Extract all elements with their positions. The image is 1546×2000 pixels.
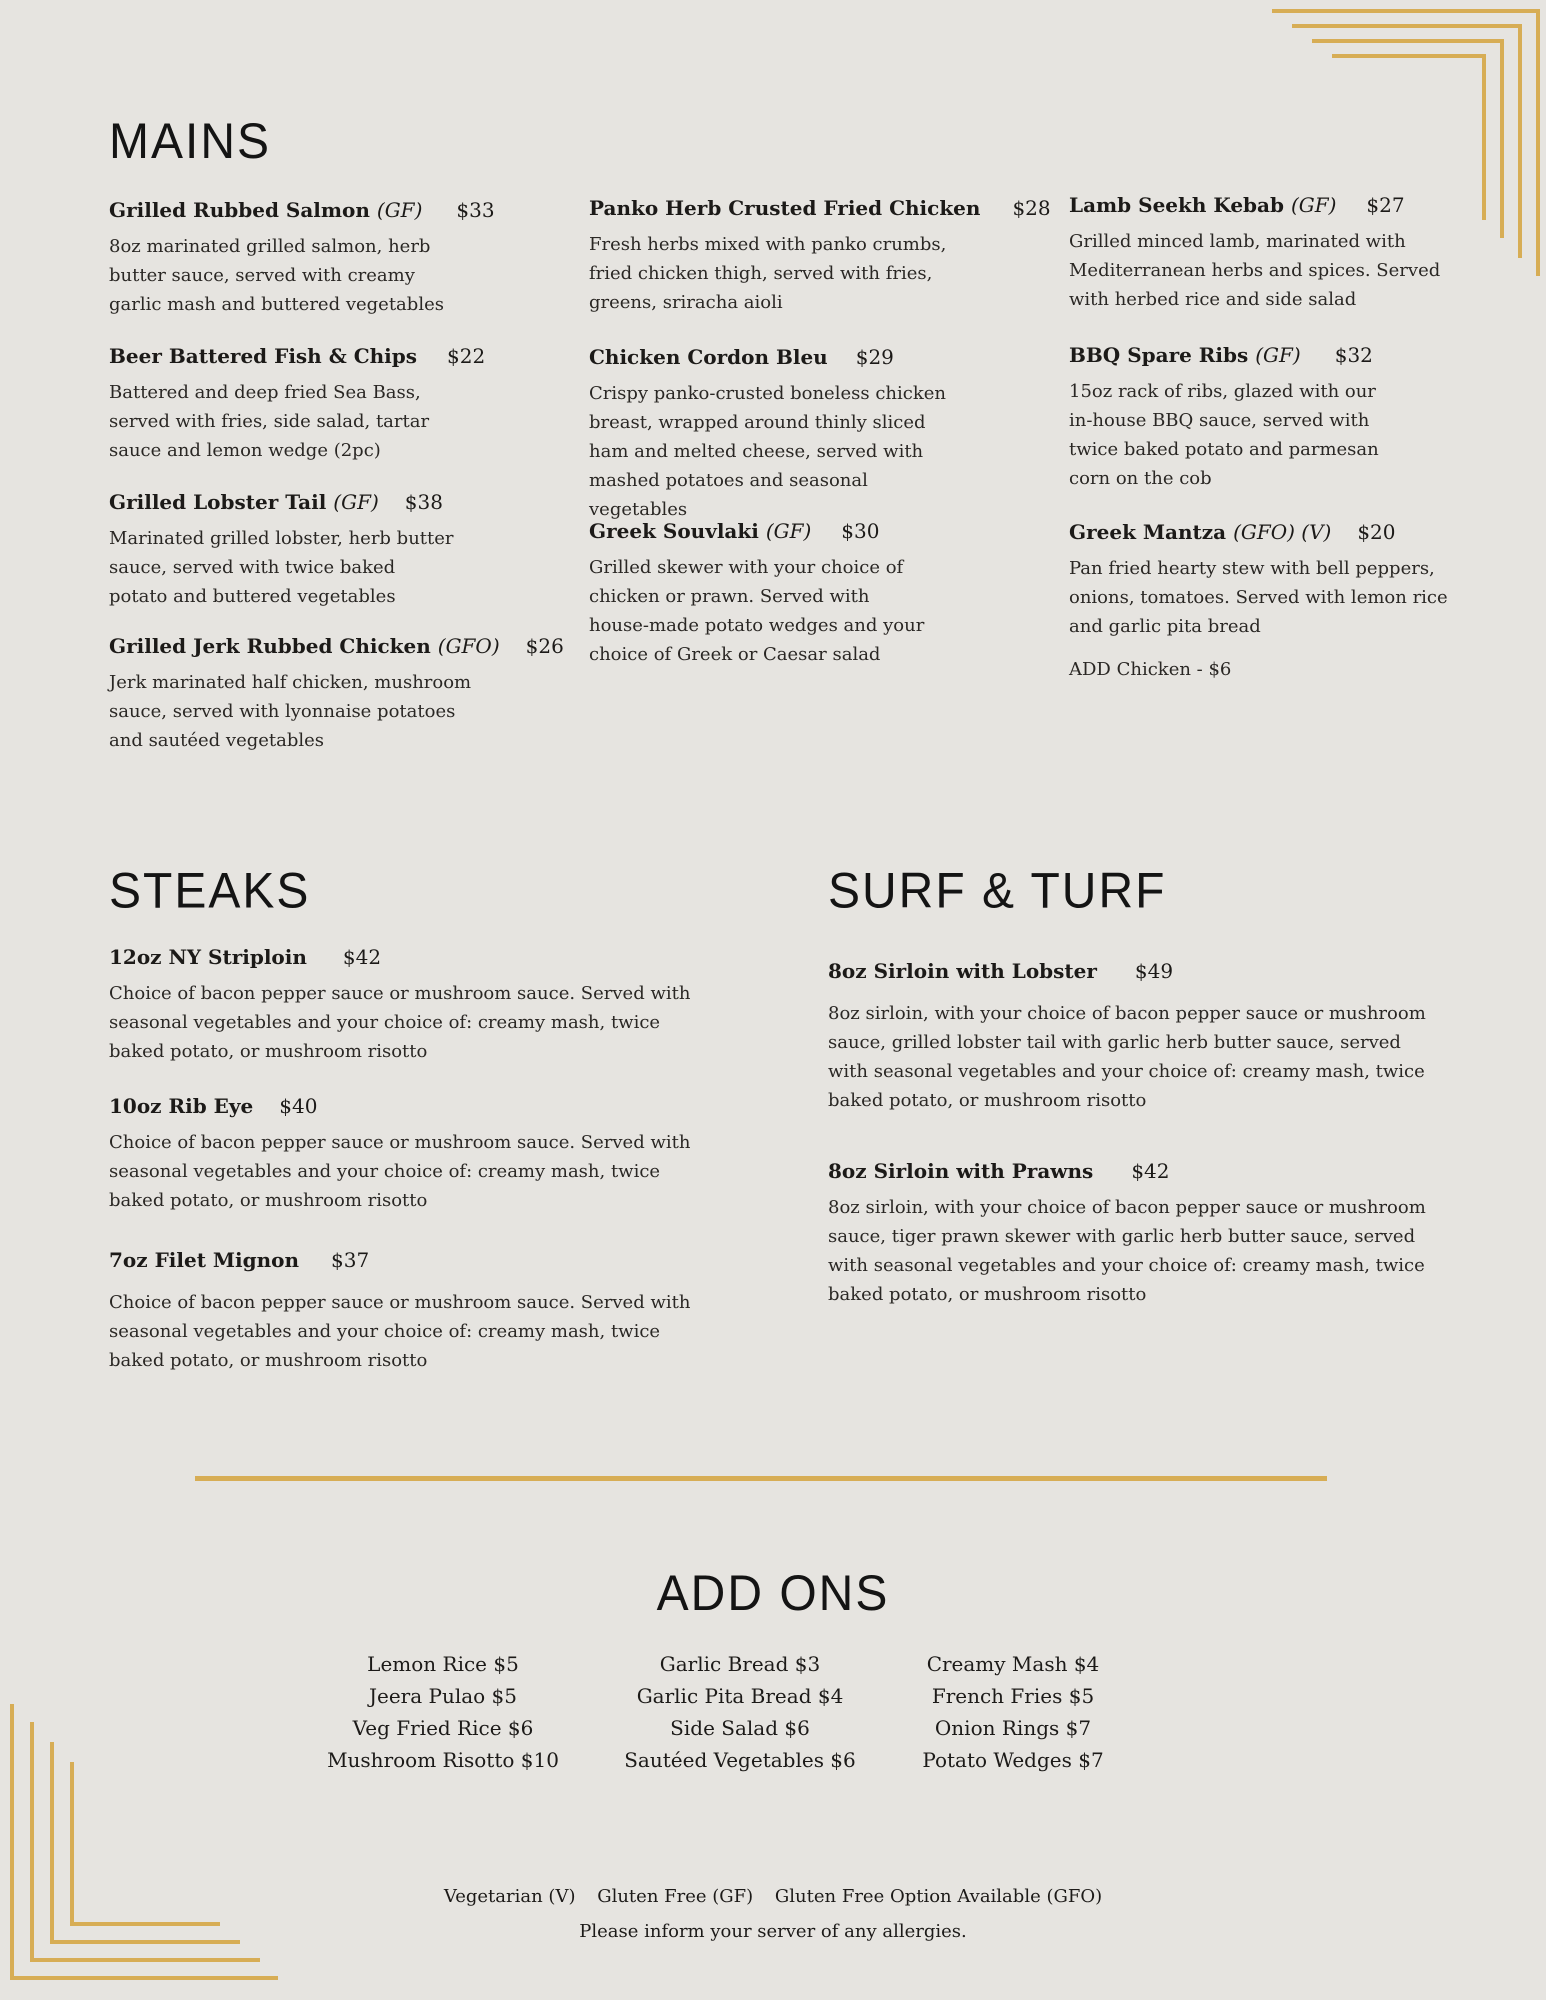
item-name: Grilled Lobster Tail: [109, 490, 327, 514]
item-description: Choice of bacon pepper sauce or mushroom sauce. Served with seasonal vegetables and your choice of: creamy mash, twice baked potato, or mushroom risotto: [109, 1292, 691, 1371]
item-description: Pan fried hearty stew with bell peppers, onions, tomatoes. Served with lemon rice and garlic pita bread: [1069, 558, 1448, 637]
addons-column-1: [313, 1648, 573, 1776]
legend-item: Vegetarian (V): [443, 1886, 576, 1907]
menu-item: [589, 194, 1049, 317]
steaks-title: STEAKS: [109, 863, 311, 920]
item-tag: (GF): [376, 198, 423, 222]
item-price: $33: [456, 198, 495, 222]
addons-column-2: [610, 1648, 870, 1776]
allergy-note: Please inform your server of any allergies.: [579, 1921, 967, 1942]
dietary-legend: [0, 1885, 1546, 1909]
item-price: $29: [855, 345, 894, 369]
item-tag: (GFO) (V): [1233, 520, 1332, 544]
item-description: Marinated grilled lobster, herb butter sauce, served with twice baked potato and buttered vegetables: [109, 528, 454, 607]
menu-item: [589, 517, 1049, 669]
addon-item: Lemon Rice $5: [367, 1652, 519, 1676]
item-price: $20: [1357, 520, 1396, 544]
add-chicken-note: ADD Chicken - $6: [1069, 659, 1232, 680]
item-tag: (GF): [1290, 193, 1337, 217]
item-description: 8oz marinated grilled salmon, herb butter sauce, served with creamy garlic mash and buttered vegetables: [109, 236, 444, 315]
addons-column-3: [893, 1648, 1133, 1776]
item-description: Crispy panko-crusted boneless chicken breast, wrapped around thinly sliced ham and melted cheese, served with mashed potatoes and seasonal vegetables: [589, 383, 946, 520]
legend-item: Gluten Free Option Available (GFO): [774, 1886, 1103, 1907]
item-tag: (GF): [765, 519, 812, 543]
menu-item: [109, 1246, 709, 1375]
item-description: Choice of bacon pepper sauce or mushroom sauce. Served with seasonal vegetables and your choice of: creamy mash, twice baked potato, or mushroom risotto: [109, 983, 691, 1062]
menu-item: [109, 488, 549, 611]
addon-item: French Fries $5: [931, 1684, 1095, 1708]
item-name: 12oz NY Striploin: [109, 945, 307, 969]
menu-item: [109, 632, 569, 755]
item-price: $27: [1366, 193, 1405, 217]
section-divider: [195, 1476, 1327, 1481]
item-price: $42: [1131, 1159, 1170, 1183]
legend-item: Gluten Free (GF): [597, 1886, 754, 1907]
item-price: $49: [1134, 959, 1174, 983]
item-name: Lamb Seekh Kebab: [1069, 193, 1284, 217]
item-price: $42: [342, 945, 382, 969]
menu-item: [1069, 191, 1529, 314]
item-price: $38: [404, 490, 443, 514]
item-tag: (GF): [1255, 343, 1301, 367]
item-description: 8oz sirloin, with your choice of bacon pepper sauce or mushroom sauce, grilled lobster tail with garlic herb butter sauce, served with seasonal vegetables and your choice of: creamy mash, twice baked potato, or mushroom risotto: [828, 1003, 1426, 1111]
item-description: 15oz rack of ribs, glazed with our in-house BBQ sauce, served with twice baked potato and parmesan corn on the cob: [1069, 381, 1379, 489]
menu-item: [589, 343, 1049, 524]
item-description: Battered and deep fried Sea Bass, served with fries, side salad, tartar sauce and lemon wedge (2pc): [109, 382, 430, 461]
menu-item: [109, 196, 549, 319]
item-price: $30: [841, 519, 880, 543]
item-description: Fresh herbs mixed with panko crumbs, fried chicken thigh, served with fries, greens, sriracha aioli: [589, 234, 947, 313]
addon-item: Veg Fried Rice $6: [352, 1716, 534, 1740]
item-tag: (GF): [333, 490, 379, 514]
item-tag: (GFO): [437, 634, 500, 658]
item-name: 7oz Filet Mignon: [109, 1248, 300, 1272]
item-name: Grilled Jerk Rubbed Chicken: [109, 634, 431, 658]
item-description: Grilled minced lamb, marinated with Mediterranean herbs and spices. Served with herbed rice and side salad: [1069, 231, 1441, 310]
item-price: $32: [1334, 343, 1373, 367]
item-price: $40: [279, 1094, 318, 1118]
addon-item: Garlic Bread $3: [659, 1652, 821, 1676]
addon-item: Potato Wedges $7: [922, 1748, 1104, 1772]
menu-item: [109, 943, 709, 1066]
item-price: $28: [1012, 196, 1051, 220]
item-price: $37: [331, 1248, 370, 1272]
item-name: BBQ Spare Ribs: [1069, 343, 1249, 367]
surf-turf-title: SURF & TURF: [828, 863, 1167, 920]
item-name: Greek Mantza: [1069, 520, 1227, 544]
item-name: 10oz Rib Eye: [109, 1094, 254, 1118]
item-description: Jerk marinated half chicken, mushroom sauce, served with lyonnaise potatoes and sautéed vegetables: [109, 672, 472, 751]
menu-item: [109, 342, 549, 465]
item-name: Greek Souvlaki: [589, 519, 759, 543]
item-description: Choice of bacon pepper sauce or mushroom sauce. Served with seasonal vegetables and your choice of: creamy mash, twice baked potato, or mushroom risotto: [109, 1132, 691, 1211]
addons-title: ADD ONS: [656, 1565, 890, 1622]
item-price: $22: [447, 344, 486, 368]
item-description: Grilled skewer with your choice of chicken or prawn. Served with house-made potato wedges and your choice of Greek or Caesar salad: [589, 557, 925, 665]
item-name: Chicken Cordon Bleu: [589, 345, 828, 369]
addon-item: Onion Rings $7: [934, 1716, 1092, 1740]
addon-item: Jeera Pulao $5: [368, 1684, 518, 1708]
menu-item: [1069, 518, 1529, 684]
addon-item: Sautéed Vegetables $6: [624, 1748, 856, 1772]
item-name: 8oz Sirloin with Prawns: [828, 1159, 1094, 1183]
item-name: Beer Battered Fish & Chips: [109, 344, 418, 368]
mains-title: MAINS: [109, 113, 272, 170]
item-name: Panko Herb Crusted Fried Chicken: [589, 196, 981, 220]
menu-item: [828, 1157, 1448, 1309]
addon-item: Side Salad $6: [670, 1716, 810, 1740]
menu-item: [828, 957, 1448, 1115]
addon-item: Creamy Mash $4: [926, 1652, 1100, 1676]
addon-item: Garlic Pita Bread $4: [636, 1684, 844, 1708]
item-price: $26: [525, 634, 564, 658]
item-description: 8oz sirloin, with your choice of bacon pepper sauce or mushroom sauce, tiger prawn skewer with garlic herb butter sauce, served with seasonal vegetables and your choice of: creamy mash, twice baked potato, or mushroom risotto: [828, 1197, 1426, 1305]
menu-item: [109, 1092, 709, 1215]
item-name: Grilled Rubbed Salmon: [109, 198, 370, 222]
addon-item: Mushroom Risotto $10: [327, 1748, 559, 1772]
menu-item: [1069, 341, 1529, 493]
item-name: 8oz Sirloin with Lobster: [828, 959, 1097, 983]
